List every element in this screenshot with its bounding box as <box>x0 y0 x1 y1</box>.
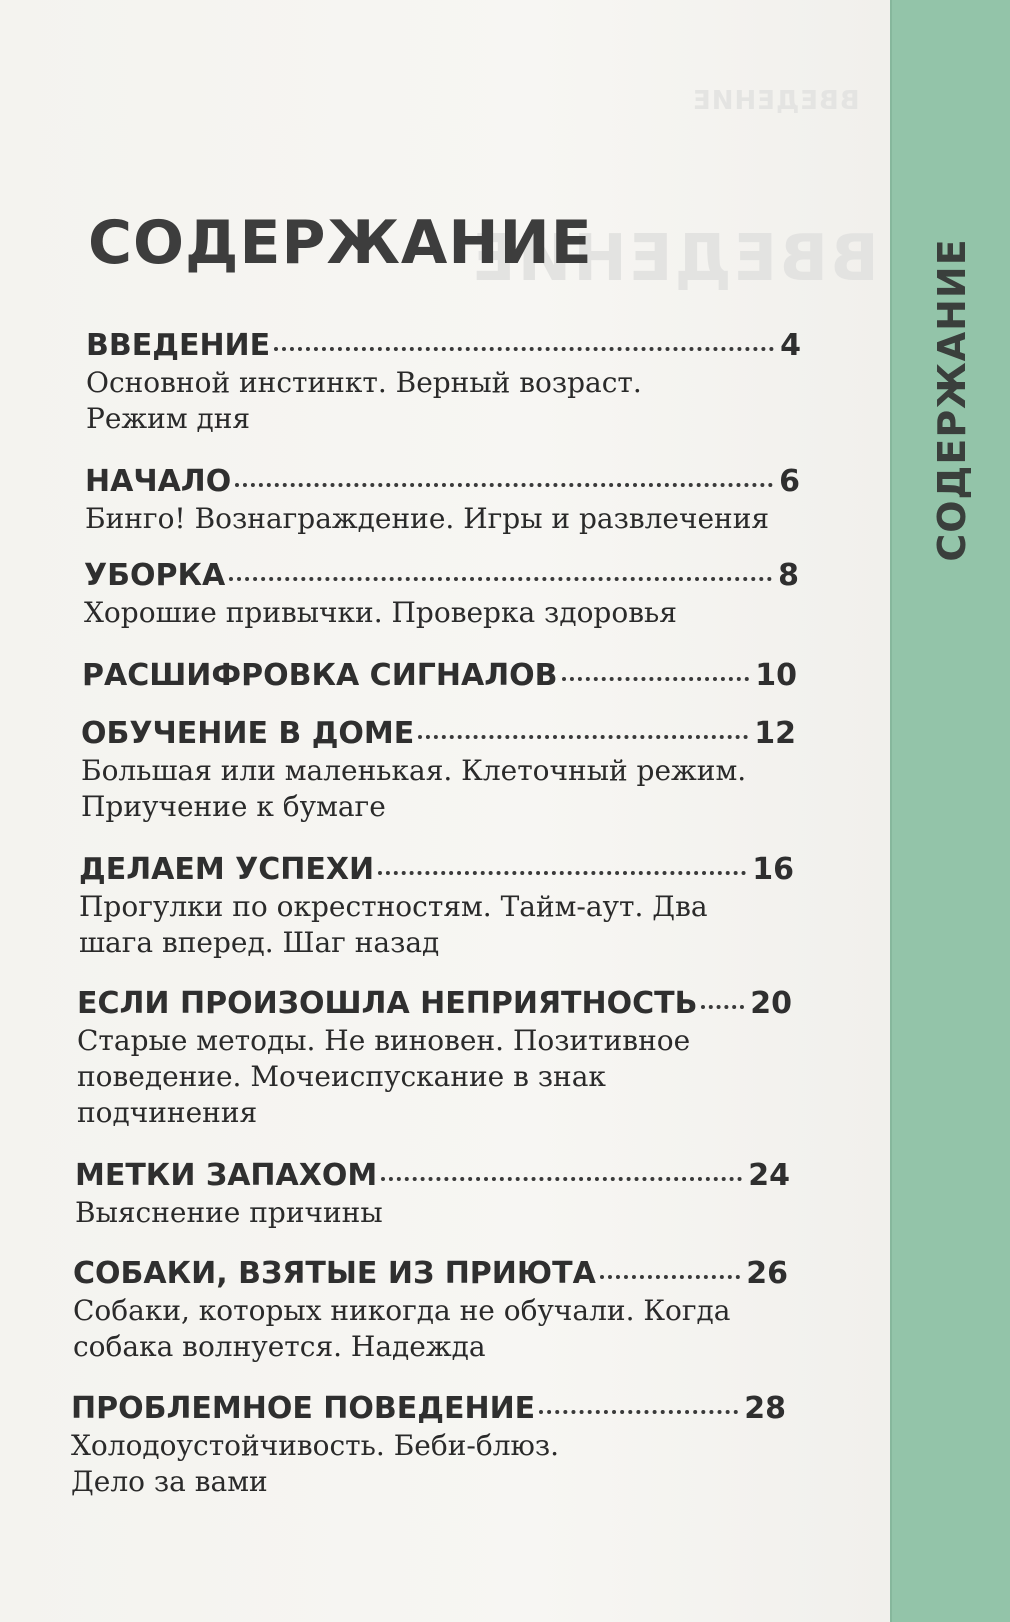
toc-entry-title: НАЧАЛО <box>85 464 232 499</box>
dot-leader <box>418 735 748 739</box>
toc-entry-description: Собаки, которых никогда не обучали. Когда собака волнуется. Надежда <box>73 1294 731 1363</box>
dot-leader <box>381 1177 742 1181</box>
toc-entry-description: Выяснение причины <box>75 1196 383 1229</box>
toc-entry-page: 10 <box>755 658 797 693</box>
show-through-heading: ВВЕДЕНИЕ <box>470 222 879 296</box>
toc-entry-page: 16 <box>752 852 794 887</box>
toc-entry-page: 8 <box>778 558 799 593</box>
toc-entry-page: 26 <box>746 1256 788 1291</box>
dot-leader <box>378 871 746 875</box>
toc-entry-title: МЕТКИ ЗАПАХОМ <box>75 1158 378 1193</box>
toc-entry-page: 28 <box>744 1391 786 1426</box>
toc-entry-house-training <box>81 716 796 825</box>
toc-entry-description: Холодоустойчивость. Беби-блюз. Дело за вами <box>71 1429 560 1498</box>
dot-leader <box>562 677 750 681</box>
toc-entry-page: 6 <box>779 464 800 499</box>
toc-entry-title: ЕСЛИ ПРОИЗОШЛА НЕПРИЯТНОСТЬ <box>77 986 698 1021</box>
toc-entry-description: Прогулки по окрестностям. Тайм-аут. Два шага вперед. Шаг назад <box>79 890 708 959</box>
dot-leader <box>539 1410 738 1414</box>
toc-entry-title: УБОРКА <box>84 558 226 593</box>
toc-entry-problem-behavior <box>71 1391 786 1500</box>
toc-entry-title: РАСШИФРОВКА СИГНАЛОВ <box>82 658 558 693</box>
toc-entry-title: СОБАКИ, ВЗЯТЫЕ ИЗ ПРИЮТА <box>73 1256 596 1291</box>
toc-entry-beginning <box>85 464 800 537</box>
dot-leader <box>229 577 772 581</box>
toc-entry-title: ОБУЧЕНИЕ В ДОМЕ <box>81 716 415 751</box>
toc-entry-description: Основной инстинкт. Верный возраст. Режим дня <box>86 366 642 435</box>
toc-entry-title: ВВЕДЕНИЕ <box>86 328 271 363</box>
dot-leader <box>235 483 773 487</box>
section-side-tab <box>890 0 1010 1622</box>
dot-leader <box>600 1275 740 1279</box>
toc-entry-signals <box>82 658 797 693</box>
toc-entry-page: 24 <box>748 1158 790 1193</box>
toc-entry-description: Бинго! Вознаграждение. Игры и развлечения <box>85 502 770 535</box>
toc-entry-title: ДЕЛАЕМ УСПЕХИ <box>79 852 375 887</box>
toc-entry-cleaning <box>84 558 799 631</box>
side-tab-label: СОДЕРЖАНИЕ <box>930 238 974 562</box>
toc-entry-description: Хорошие привычки. Проверка здоровья <box>84 596 677 629</box>
dot-leader <box>701 1005 744 1009</box>
toc-entry-description: Большая или маленькая. Клеточный режим. Приучение к бумаге <box>81 754 747 823</box>
toc-entry-title: ПРОБЛЕМНОЕ ПОВЕДЕНИЕ <box>71 1391 536 1426</box>
toc-entry-shelter-dogs <box>73 1256 788 1365</box>
dot-leader <box>274 347 774 351</box>
toc-entry-page: 20 <box>750 986 792 1021</box>
toc-entry-progress <box>79 852 794 961</box>
show-through-running-head: ВВЕДЕНИЕ <box>692 86 860 116</box>
toc-entry-description: Старые методы. Не виновен. Позитивное поведение. Мочеиспускание в знак подчинения <box>77 1024 691 1129</box>
toc-entry-scent-marking <box>75 1158 790 1231</box>
page-title: СОДЕРЖАНИЕ <box>88 208 593 278</box>
toc-entry-page: 12 <box>754 716 796 751</box>
toc-entry-introduction <box>86 328 801 437</box>
toc-entry-page: 4 <box>780 328 801 363</box>
toc-entry-accident <box>77 986 792 1131</box>
